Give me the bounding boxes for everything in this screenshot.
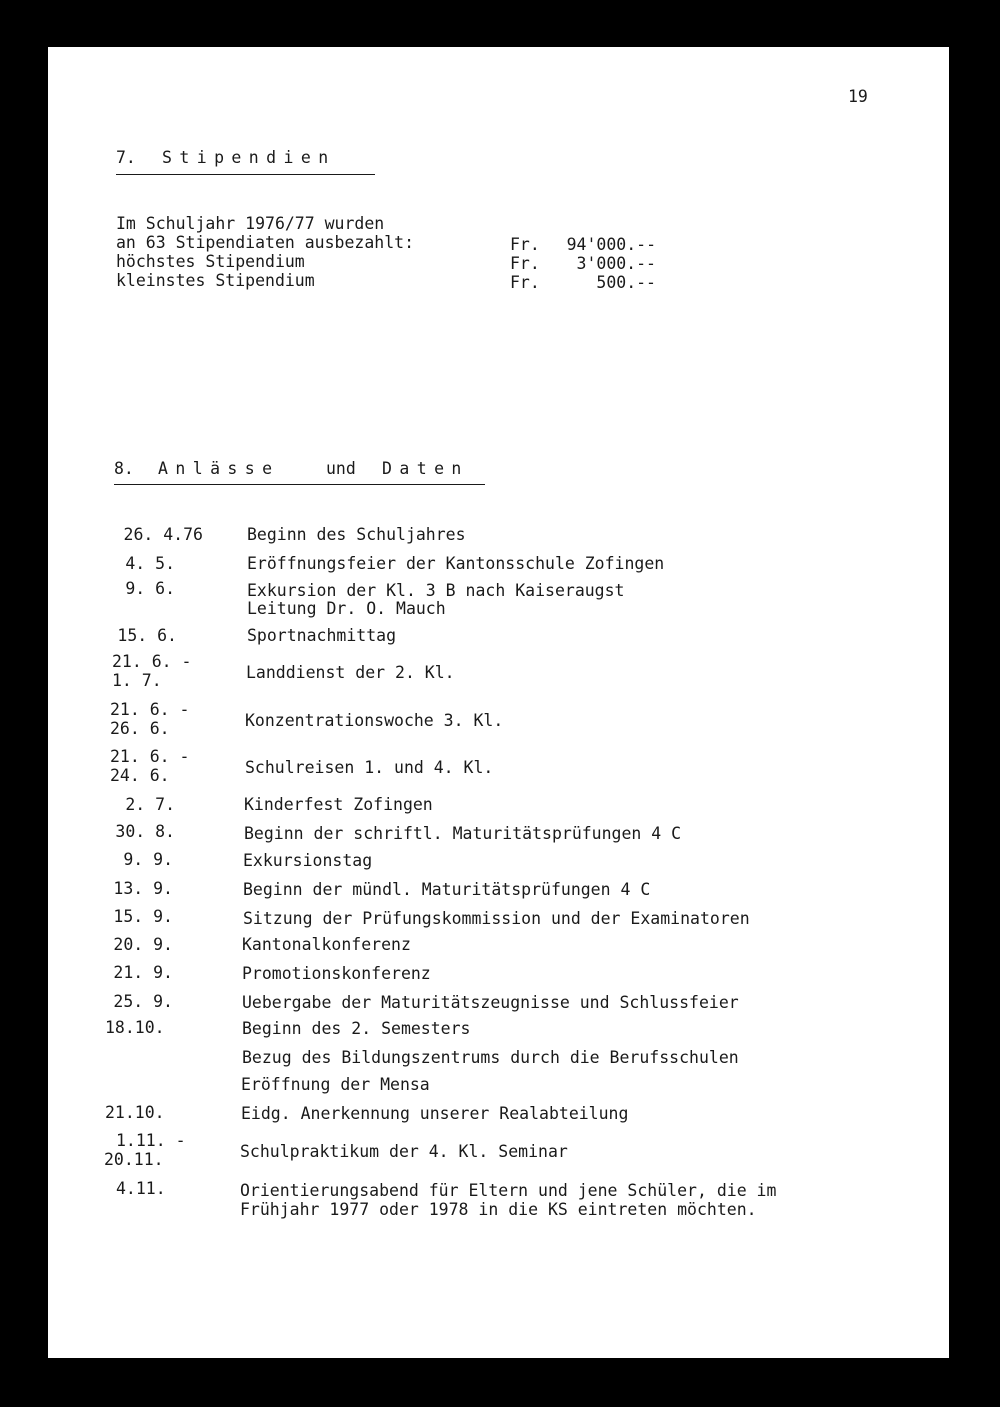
event-text: Beginn der mündl. Maturitätsprüfungen 4 C — [243, 880, 651, 899]
event-date: 26. 6. — [110, 719, 170, 738]
event-text: Kantonalkonferenz — [242, 935, 411, 954]
event-text: Exkursionstag — [243, 851, 373, 870]
event-date: 21. 9. — [113, 963, 173, 982]
event-text: Leitung Dr. O. Mauch — [247, 599, 446, 618]
stipend-amount: 500.-- — [596, 273, 656, 292]
event-text: Orientierungsabend für Eltern und jene Schüler, die im — [240, 1181, 777, 1200]
event-text: Schulreisen 1. und 4. Kl. — [245, 758, 494, 777]
stipend-intro: Im Schuljahr 1976/77 wurden — [116, 214, 385, 233]
event-date: 9. 9. — [123, 850, 173, 869]
page-number: 19 — [848, 87, 868, 106]
event-text: Eidg. Anerkennung unserer Realabteilung — [241, 1104, 629, 1123]
stipend-amount: 3'000.-- — [576, 254, 656, 273]
event-text: Kinderfest Zofingen — [244, 795, 433, 814]
event-date: 1.11. - — [116, 1131, 186, 1150]
event-date: 13. 9. — [113, 879, 173, 898]
event-date: 21. 6. - — [110, 700, 190, 719]
event-text: Konzentrationswoche 3. Kl. — [245, 711, 504, 730]
event-date: 21. 6. - — [110, 747, 190, 766]
stipend-label: an 63 Stipendiaten ausbezahlt: — [116, 233, 415, 252]
event-text: Bezug des Bildungszentrums durch die Berufsschulen — [242, 1048, 739, 1067]
event-date: 15. 9. — [113, 907, 173, 926]
document-page — [48, 47, 949, 1358]
event-text: Eröffnung der Mensa — [241, 1075, 430, 1094]
section-8-title-part2: und — [326, 459, 356, 478]
event-date: 24. 6. — [110, 766, 170, 785]
stipend-label: kleinstes Stipendium — [116, 271, 315, 290]
event-date: 21. 6. - — [112, 652, 192, 671]
event-date: 1. 7. — [112, 671, 162, 690]
event-text: Beginn des 2. Semesters — [242, 1019, 471, 1038]
event-date: 20. 9. — [113, 935, 173, 954]
event-date: 4. 5. — [125, 554, 175, 573]
event-date: 25. 9. — [113, 992, 173, 1011]
event-text: Promotionskonferenz — [242, 964, 431, 983]
event-date: 15. 6. — [117, 626, 177, 645]
section-7-underline — [116, 174, 375, 175]
section-8-title-part3: Daten — [382, 459, 469, 478]
event-date: 2. 7. — [125, 795, 175, 814]
event-text: Eröffnungsfeier der Kantonsschule Zofingen — [247, 554, 665, 573]
event-text: Sportnachmittag — [247, 626, 397, 645]
event-text: Frühjahr 1977 oder 1978 in die KS eintreten möchten. — [240, 1200, 757, 1219]
event-date: 21.10. — [105, 1103, 165, 1122]
event-date: 20.11. — [104, 1150, 164, 1169]
event-text: Exkursion der Kl. 3 B nach Kaiseraugst — [247, 581, 625, 600]
section-8-number: 8. — [114, 459, 134, 478]
event-text: Uebergabe der Maturitätszeugnisse und Schlussfeier — [242, 993, 739, 1012]
event-date: 30. 8. — [115, 822, 175, 841]
event-date: 9. 6. — [125, 579, 175, 598]
section-8-underline — [114, 484, 485, 485]
stipend-currency: Fr. — [510, 254, 540, 273]
stipend-currency: Fr. — [510, 273, 540, 292]
event-text: Schulpraktikum der 4. Kl. Seminar — [240, 1142, 568, 1161]
event-text: Sitzung der Prüfungskommission und der Examinatoren — [243, 909, 750, 928]
stipend-currency: Fr. — [510, 235, 540, 254]
section-8-title-part1: Anlässe — [158, 459, 280, 478]
event-date: 26. 4.76 — [123, 525, 203, 544]
section-7-number: 7. — [116, 148, 136, 167]
event-date: 4.11. — [116, 1179, 166, 1198]
stipend-label: höchstes Stipendium — [116, 252, 305, 271]
event-text: Beginn des Schuljahres — [247, 525, 466, 544]
event-text: Landdienst der 2. Kl. — [246, 663, 455, 682]
stipend-amount: 94'000.-- — [566, 235, 656, 254]
section-7-title: Stipendien — [162, 148, 336, 167]
event-text: Beginn der schriftl. Maturitätsprüfungen 4 C — [244, 824, 682, 843]
event-date: 18.10. — [105, 1018, 165, 1037]
